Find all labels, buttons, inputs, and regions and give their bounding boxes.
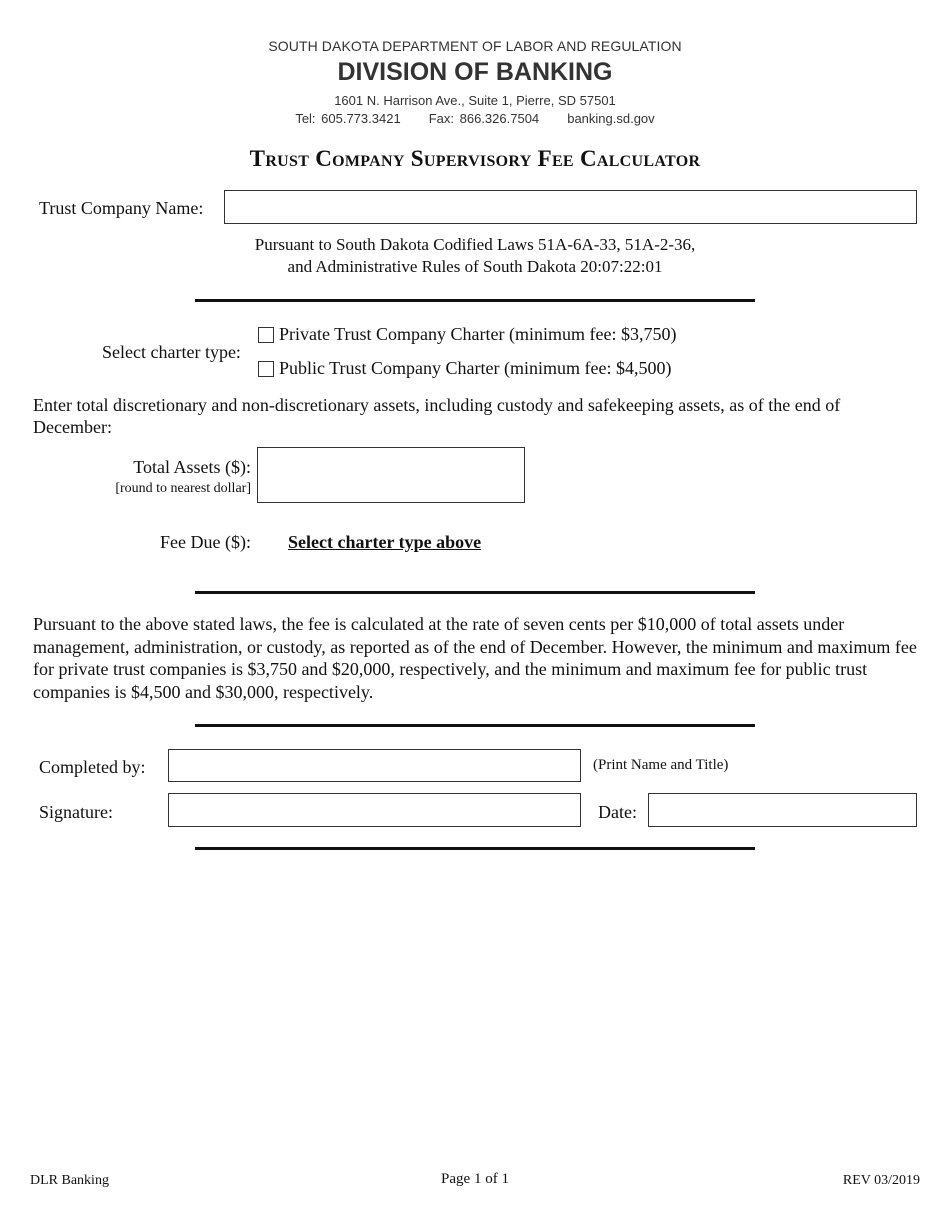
total-assets-input[interactable] [257,447,525,503]
section-divider-1 [195,299,755,302]
completed-by-label: Completed by: [39,757,146,777]
private-charter-checkbox[interactable] [258,327,274,343]
round-note: [round to nearest dollar] [115,481,251,496]
fee-due-value: Select charter type above [288,532,482,552]
assets-instruction: Enter total discretionary and non-discretionary assets, including custody and safekeeping assets, as of the end of December: [33,395,841,437]
private-charter-label[interactable]: Private Trust Company Charter (minimum fee: $3,750) [279,324,677,344]
section-divider-3 [195,724,755,727]
public-charter-checkbox[interactable] [258,361,274,377]
signature-input[interactable] [168,793,581,827]
division-name: DIVISION OF BANKING [337,58,613,86]
footer-page-number: Page 1 of 1 [441,1171,509,1187]
office-address: 1601 N. Harrison Ave., Suite 1, Pierre, SD 57501 [334,93,616,108]
statute-line-1: Pursuant to South Dakota Codified Laws 51A-6A-33, 51A-2-36, [254,235,696,254]
footer-agency: DLR Banking [30,1173,109,1188]
company-name-label: Trust Company Name: [39,198,204,218]
section-divider-4 [195,847,755,850]
department-name: SOUTH DAKOTA DEPARTMENT OF LABOR AND REGULATION [268,38,682,54]
statute-reference [0,234,950,278]
date-label: Date: [598,802,637,822]
form-title: Trust Company Supervisory Fee Calculator [249,146,701,171]
footer-revision: REV 03/2019 [842,1173,920,1188]
fee-explanation: Pursuant to the above stated laws, the fee is calculated at the rate of seven cents per $10,000 of total assets under management, administration, or custody, as reported as of the end of December. However, the minimum and maximum fee for private trust companies is $3,750 and $20,000, respectively, and the minimum and maximum fee for public trust companies is $4,500 and $30,000, respectively. [33,614,917,702]
contact-info: Tel: 605.773.3421 Fax: 866.326.7504 banking.sd.gov [295,111,655,126]
date-input[interactable] [648,793,917,827]
company-name-input[interactable] [224,190,917,224]
fee-due-label: Fee Due ($): [160,532,251,552]
public-charter-label[interactable]: Public Trust Company Charter (minimum fee: $4,500) [279,358,672,378]
print-name-note: (Print Name and Title) [593,757,729,773]
completed-by-input[interactable] [168,749,581,782]
section-divider-2 [195,591,755,594]
statute-line-2: and Administrative Rules of South Dakota 20:07:22:01 [287,257,663,276]
total-assets-label: Total Assets ($): [133,457,251,477]
signature-label: Signature: [39,802,113,822]
charter-type-label: Select charter type: [102,342,241,362]
